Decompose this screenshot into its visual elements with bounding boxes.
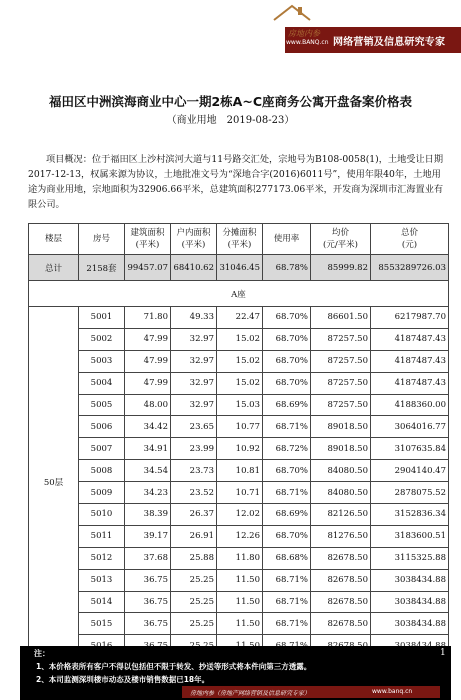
- table-cell: 23.65: [171, 416, 217, 438]
- table-cell: 47.99: [125, 350, 171, 372]
- footer-text: 房地内参（房地产网络营销及信息研究专家）: [190, 690, 311, 697]
- table-row: [29, 525, 449, 547]
- table-cell: 68.71%: [263, 482, 311, 504]
- column-header: 建筑面积 (平米): [125, 224, 171, 255]
- table-row: [29, 482, 449, 504]
- table-cell: 47.99: [125, 328, 171, 350]
- table-row: [29, 460, 449, 482]
- table-row: [29, 307, 449, 329]
- table-row: [29, 591, 449, 613]
- table-cell: 3152836.34: [371, 504, 449, 526]
- column-header: 楼层: [29, 224, 79, 255]
- table-cell: 89018.50: [311, 416, 371, 438]
- table-cell: 25.25: [171, 569, 217, 591]
- total-cell: 8553289726.03: [371, 255, 449, 281]
- footer-url: www.banq.cn: [372, 688, 413, 695]
- table-cell: 68.69%: [263, 504, 311, 526]
- table-cell: 36.75: [125, 613, 171, 635]
- column-header: 均价 (元/平米): [311, 224, 371, 255]
- table-cell: 5015: [79, 613, 125, 635]
- table-cell: 3038434.88: [371, 591, 449, 613]
- table-cell: 2878075.52: [371, 482, 449, 504]
- table-cell: 3183600.51: [371, 525, 449, 547]
- table-cell: 5004: [79, 372, 125, 394]
- table-cell: 2904140.47: [371, 460, 449, 482]
- table-row: [29, 438, 449, 460]
- total-cell: 总计: [29, 255, 79, 281]
- table-cell: 32.97: [171, 372, 217, 394]
- table-cell: 68.72%: [263, 438, 311, 460]
- table-cell: 34.42: [125, 416, 171, 438]
- table-cell: 23.73: [171, 460, 217, 482]
- table-cell: 68.71%: [263, 613, 311, 635]
- table-cell: 12.26: [217, 525, 263, 547]
- table-cell: 68.71%: [263, 416, 311, 438]
- note-item-1: 1、本价格表所有客户不得以包括但不限于转发、抄送等形式将本件向第三方透露。: [36, 662, 312, 671]
- table-cell: 84080.50: [311, 482, 371, 504]
- table-cell: 11.50: [217, 569, 263, 591]
- section-row: [29, 281, 449, 307]
- total-row: [29, 255, 449, 281]
- table-cell: 5003: [79, 350, 125, 372]
- table-cell: 36.75: [125, 569, 171, 591]
- table-cell: 82678.50: [311, 569, 371, 591]
- table-cell: 11.50: [217, 591, 263, 613]
- table-cell: 5014: [79, 591, 125, 613]
- notes-title: 注：: [34, 649, 50, 658]
- total-cell: 68410.62: [171, 255, 217, 281]
- table-cell: 68.71%: [263, 569, 311, 591]
- table-cell: 68.70%: [263, 307, 311, 329]
- table-cell: 68.70%: [263, 372, 311, 394]
- table-cell: 10.92: [217, 438, 263, 460]
- column-header: 户内面积 (平米): [171, 224, 217, 255]
- table-row: [29, 328, 449, 350]
- table-cell: 12.02: [217, 504, 263, 526]
- logo-name: 房地内参: [288, 29, 320, 38]
- column-header: 总价 (元): [371, 224, 449, 255]
- table-cell: 3038434.88: [371, 613, 449, 635]
- table-cell: 71.80: [125, 307, 171, 329]
- table-cell: 23.52: [171, 482, 217, 504]
- table-cell: 22.47: [217, 307, 263, 329]
- total-cell: 68.78%: [263, 255, 311, 281]
- table-cell: 5006: [79, 416, 125, 438]
- table-cell: 5011: [79, 525, 125, 547]
- table-row: [29, 416, 449, 438]
- table-cell: 39.17: [125, 525, 171, 547]
- page-header: [0, 0, 461, 64]
- table-cell: 25.25: [171, 591, 217, 613]
- total-cell: 99457.07: [125, 255, 171, 281]
- table-cell: 49.33: [171, 307, 217, 329]
- table-cell: 34.91: [125, 438, 171, 460]
- table-cell: 87257.50: [311, 350, 371, 372]
- table-cell: 34.54: [125, 460, 171, 482]
- section-label: A座: [29, 281, 449, 307]
- table-cell: 5005: [79, 394, 125, 416]
- table-cell: 26.37: [171, 504, 217, 526]
- table-cell: 32.97: [171, 328, 217, 350]
- table-cell: 5008: [79, 460, 125, 482]
- total-cell: 85999.82: [311, 255, 371, 281]
- table-cell: 68.68%: [263, 547, 311, 569]
- total-cell: 31046.45: [217, 255, 263, 281]
- table-cell: 82678.50: [311, 613, 371, 635]
- table-row: [29, 569, 449, 591]
- table-cell: 4187487.43: [371, 328, 449, 350]
- table-cell: 15.02: [217, 328, 263, 350]
- floor-label: 50层: [29, 307, 79, 657]
- project-description: 项目概况：位于福田区上沙村滨河大道与11号路交汇处，宗地号为B108-0058(1)，土地受让日期2017-12-13，权属来源为协议，土地批准文号为“深地合字(2016)6011号”，使用年限40年，土地用途为商业用地，宗地面积为32906.66平米，总建筑面积277173.06平米，开发商为深圳市汇海置业有限公司。: [28, 154, 444, 210]
- table-cell: 5013: [79, 569, 125, 591]
- table-cell: 37.68: [125, 547, 171, 569]
- table-row: [29, 613, 449, 635]
- house-logo-icon: [272, 2, 312, 30]
- table-cell: 36.75: [125, 591, 171, 613]
- table-row: [29, 504, 449, 526]
- table-cell: 82678.50: [311, 547, 371, 569]
- table-cell: 23.99: [171, 438, 217, 460]
- table-cell: 5007: [79, 438, 125, 460]
- table-cell: 81276.50: [311, 525, 371, 547]
- table-cell: 32.97: [171, 394, 217, 416]
- table-cell: 25.25: [171, 613, 217, 635]
- table-cell: 3038434.88: [371, 569, 449, 591]
- page-title: 福田区中洲滨海商业中心一期2栋A~C座商务公寓开盘备案价格表: [48, 94, 413, 109]
- column-header: 分摊面积 (平米): [217, 224, 263, 255]
- table-cell: 6217987.70: [371, 307, 449, 329]
- logo-url: www.BANQ.cn: [286, 39, 329, 46]
- table-cell: 86601.50: [311, 307, 371, 329]
- table-cell: 15.02: [217, 372, 263, 394]
- table-cell: 3115325.88: [371, 547, 449, 569]
- table-cell: 5002: [79, 328, 125, 350]
- column-header: 使用率: [263, 224, 311, 255]
- table-row: [29, 350, 449, 372]
- table-cell: 10.81: [217, 460, 263, 482]
- table-cell: 34.23: [125, 482, 171, 504]
- table-cell: 84080.50: [311, 460, 371, 482]
- table-cell: 10.71: [217, 482, 263, 504]
- table-cell: 48.00: [125, 394, 171, 416]
- table-row: [29, 394, 449, 416]
- table-cell: 68.70%: [263, 460, 311, 482]
- table-cell: 11.80: [217, 547, 263, 569]
- table-cell: 5001: [79, 307, 125, 329]
- table-cell: 87257.50: [311, 394, 371, 416]
- table-cell: 4188360.00: [371, 394, 449, 416]
- table-cell: 68.71%: [263, 591, 311, 613]
- table-cell: 38.39: [125, 504, 171, 526]
- table-row: [29, 372, 449, 394]
- column-header: 房号: [79, 224, 125, 255]
- table-cell: 4187487.43: [371, 350, 449, 372]
- table-cell: 5009: [79, 482, 125, 504]
- table-cell: 15.03: [217, 394, 263, 416]
- table-cell: 87257.50: [311, 372, 371, 394]
- price-table: [28, 223, 449, 657]
- table-cell: 82126.50: [311, 504, 371, 526]
- table-cell: 82678.50: [311, 591, 371, 613]
- table-cell: 25.88: [171, 547, 217, 569]
- table-header-row: [29, 224, 449, 255]
- table-cell: 68.69%: [263, 394, 311, 416]
- table-cell: 89018.50: [311, 438, 371, 460]
- table-cell: 68.70%: [263, 350, 311, 372]
- table-cell: 3064016.77: [371, 416, 449, 438]
- banner-text: 网络营销及信息研究专家: [333, 37, 446, 48]
- table-cell: 15.02: [217, 350, 263, 372]
- table-cell: 11.50: [217, 613, 263, 635]
- page-number: 1: [440, 648, 446, 658]
- table-cell: 26.91: [171, 525, 217, 547]
- table-cell: 5012: [79, 547, 125, 569]
- table-cell: 47.99: [125, 372, 171, 394]
- table-cell: 68.70%: [263, 525, 311, 547]
- note-item-2: 2、本司监测深圳楼市动态及楼市销售数据已18年。: [36, 675, 210, 684]
- page-subtitle: （商业用地 2019-08-23）: [166, 115, 295, 126]
- table-cell: 3107635.84: [371, 438, 449, 460]
- table-row: [29, 547, 449, 569]
- table-cell: 4187487.43: [371, 372, 449, 394]
- table-cell: 32.97: [171, 350, 217, 372]
- table-cell: 10.77: [217, 416, 263, 438]
- table-cell: 68.70%: [263, 328, 311, 350]
- table-cell: 5010: [79, 504, 125, 526]
- table-cell: 87257.50: [311, 328, 371, 350]
- total-cell: 2158套: [79, 255, 125, 281]
